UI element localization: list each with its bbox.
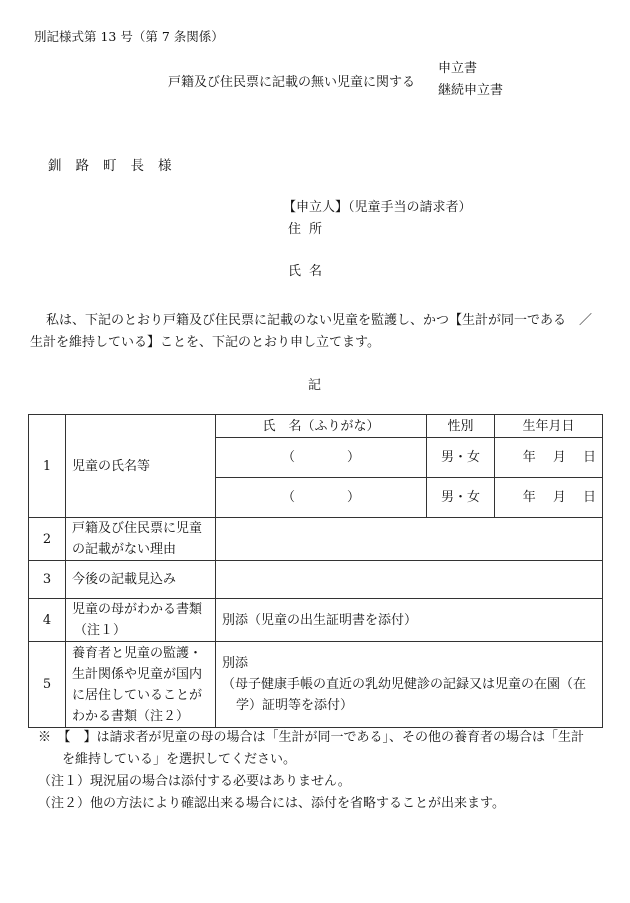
table-row bbox=[29, 518, 603, 561]
row-label-no-record-reason bbox=[66, 518, 216, 561]
applicant-heading: 【申立人】（児童手当の請求者） bbox=[283, 200, 472, 215]
title-option-continuation: 継続申立書 bbox=[438, 83, 504, 98]
row-number: 2 bbox=[29, 518, 66, 561]
document-title: 戸籍及び住民票に記載の無い児童に関する bbox=[168, 75, 416, 90]
ki-heading: 記 bbox=[308, 378, 322, 393]
mother-document-field: 別添（児童の出生証明書を添付） bbox=[216, 599, 603, 642]
note-star-line-2: を維持している」を選択してください。 bbox=[62, 752, 297, 767]
label-line: （注１） bbox=[74, 623, 127, 638]
child-name-cell[interactable]: （ ） bbox=[216, 438, 427, 478]
value-line: 学）証明等を添付） bbox=[236, 698, 354, 713]
row-label-future-record: 今後の記載見込み bbox=[66, 561, 216, 599]
no-record-reason-field[interactable] bbox=[216, 518, 603, 561]
label-line: 養育者と児童の監護・ bbox=[72, 645, 203, 661]
note-2: （注２）他の方法により確認出来る場合には、添付を省略することが出来ます。 bbox=[38, 796, 505, 811]
row-number: 4 bbox=[29, 599, 66, 642]
note-1: （注１）現況届の場合は添付する必要はありません。 bbox=[38, 774, 351, 789]
label-line: に居住していることが bbox=[72, 687, 203, 703]
label-line: 児童の母がわかる書類 bbox=[72, 602, 203, 617]
label-line: わかる書類（注２） bbox=[72, 708, 190, 724]
table-row bbox=[29, 561, 603, 599]
future-record-field[interactable] bbox=[216, 561, 603, 599]
addressee: 釧路町長様 bbox=[48, 158, 186, 174]
col-header-sex: 性別 bbox=[427, 415, 495, 438]
child-sex-cell[interactable]: 男・女 bbox=[427, 438, 495, 478]
row-label-child-name: 児童の氏名等 bbox=[66, 415, 216, 518]
child-birth-cell[interactable]: 年 月 日 bbox=[495, 438, 603, 478]
child-info-table bbox=[28, 414, 603, 728]
statement-line-2: 生計を維持している】ことを、下記のとおり申し立てます。 bbox=[30, 335, 380, 350]
form-number-label: 別記様式第 13 号（第 7 条関係） bbox=[34, 29, 224, 44]
row-number: 5 bbox=[29, 642, 66, 728]
row-number: 1 bbox=[29, 415, 66, 518]
table-header-row bbox=[29, 415, 603, 438]
value-line: 別添 bbox=[222, 656, 249, 671]
table-row bbox=[29, 599, 603, 642]
row-number: 3 bbox=[29, 561, 66, 599]
row-label-mother-document bbox=[66, 599, 216, 642]
applicant-name-label: 氏名 bbox=[288, 264, 331, 279]
label-line: 戸籍及び住民票に児童 bbox=[72, 521, 203, 536]
child-birth-cell[interactable]: 年 月 日 bbox=[495, 478, 603, 518]
statement-paragraph bbox=[30, 310, 600, 354]
col-header-name: 氏 名（ふりがな） bbox=[216, 415, 427, 438]
row-label-residence-document bbox=[66, 642, 216, 728]
label-line: の記載がない理由 bbox=[72, 542, 177, 557]
notes-section bbox=[38, 727, 598, 815]
child-name-cell[interactable]: （ ） bbox=[216, 478, 427, 518]
statement-line-1: 私は、下記のとおり戸籍及び住民票に記載のない児童を監護し、かつ【生計が同一である ／ bbox=[46, 313, 593, 328]
value-line: （母子健康手帳の直近の乳幼児健診の記録又は児童の在園（在 bbox=[222, 677, 587, 692]
col-header-birth: 生年月日 bbox=[495, 415, 603, 438]
child-sex-cell[interactable]: 男・女 bbox=[427, 478, 495, 518]
applicant-address-label: 住所 bbox=[288, 222, 331, 237]
table-row bbox=[29, 642, 603, 728]
title-option-application: 申立書 bbox=[438, 61, 478, 76]
note-star-line-1: ※ 【 】は請求者が児童の母の場合は「生計が同一である」、その他の養育者の場合は「生計 bbox=[38, 730, 585, 745]
label-line: 生計関係や児童が国内 bbox=[72, 666, 203, 682]
residence-document-field bbox=[216, 642, 603, 728]
